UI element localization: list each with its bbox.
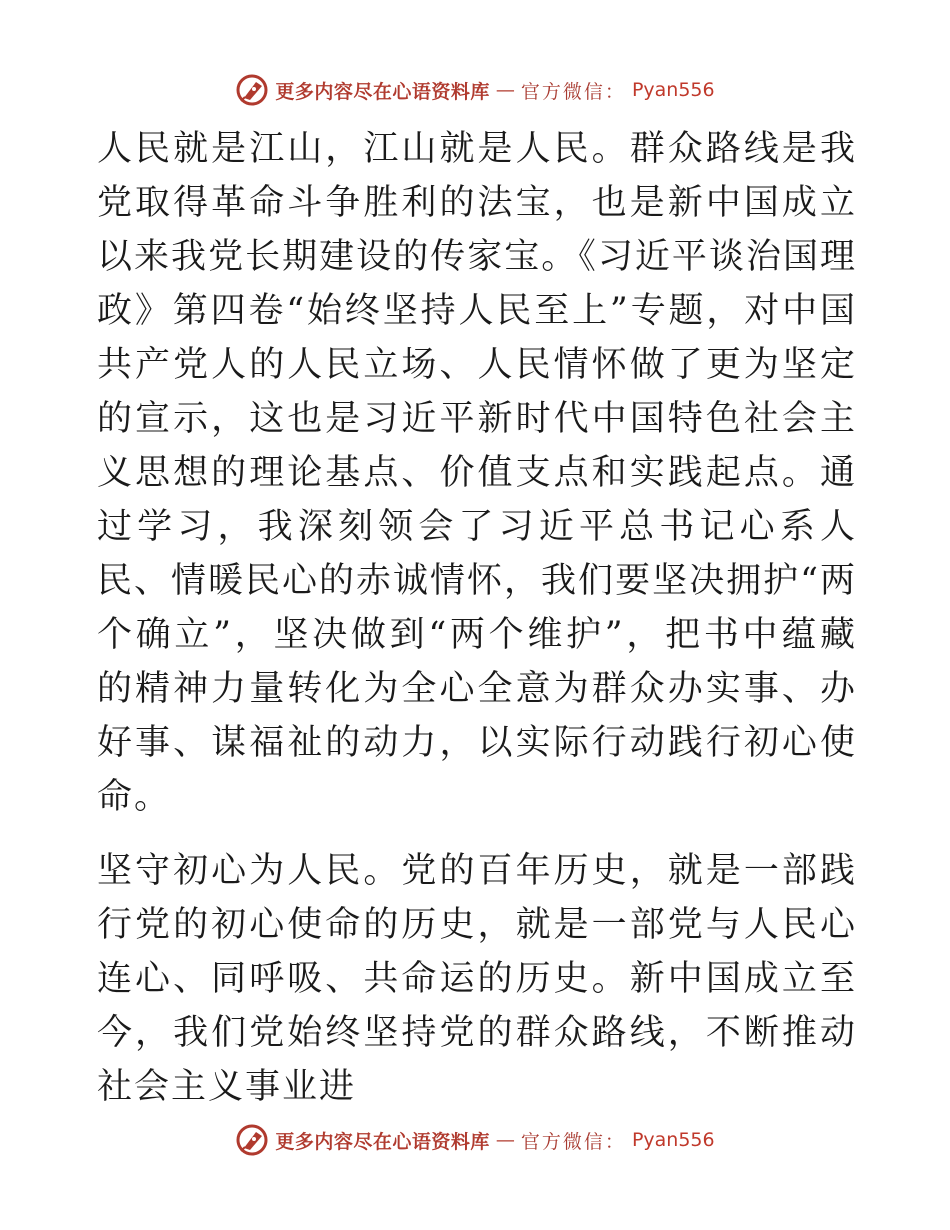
banner-text: 更多内容尽在心语资料库 xyxy=(275,80,490,103)
banner-text: 更多内容尽在心语资料库 xyxy=(275,1130,490,1153)
pen-nib-logo-icon xyxy=(235,73,269,107)
paragraph: 人民就是江山，江山就是人民。群众路线是我党取得革命斗争胜利的法宝，也是新中国成立以来我党长期建设的传家宝。《习近平谈治国理政》第四卷“始终坚持人民至上”专题，对中国共产党人的人民立场、人民情怀做了更为坚定的宣示，这也是习近平新时代中国特色社会主义思想的理论基点、价值支点和实践起点。通过学习，我深刻领会了习近平总书记心系人民、情暖民心的赤诚情怀，我们要坚决拥护“两个确立”，坚决做到“两个维护”，把书中蕴藏的精神力量转化为全心全意为群众办实事、办好事、谋福祉的动力，以实际行动践行初心使命。 xyxy=(97,129,857,817)
banner-wechat-id: Pyan556 xyxy=(631,1129,715,1151)
document-body xyxy=(97,122,857,1114)
banner-wechat-label: 官方微信： xyxy=(520,1130,626,1153)
banner-separator: — xyxy=(495,79,515,101)
header-banner xyxy=(0,70,950,110)
banner-wechat-id: Pyan556 xyxy=(631,79,715,101)
pen-nib-logo-icon xyxy=(235,1123,269,1157)
footer-banner xyxy=(0,1120,950,1160)
paragraph: 坚守初心为人民。党的百年历史，就是一部践行党的初心使命的历史，就是一部党与人民心连心、同呼吸、共命运的历史。新中国成立至今，我们党始终坚持党的群众路线，不断推动社会主义事业进 xyxy=(97,851,857,1107)
banner-wechat-label: 官方微信： xyxy=(520,80,626,103)
banner-separator: — xyxy=(495,1129,515,1151)
